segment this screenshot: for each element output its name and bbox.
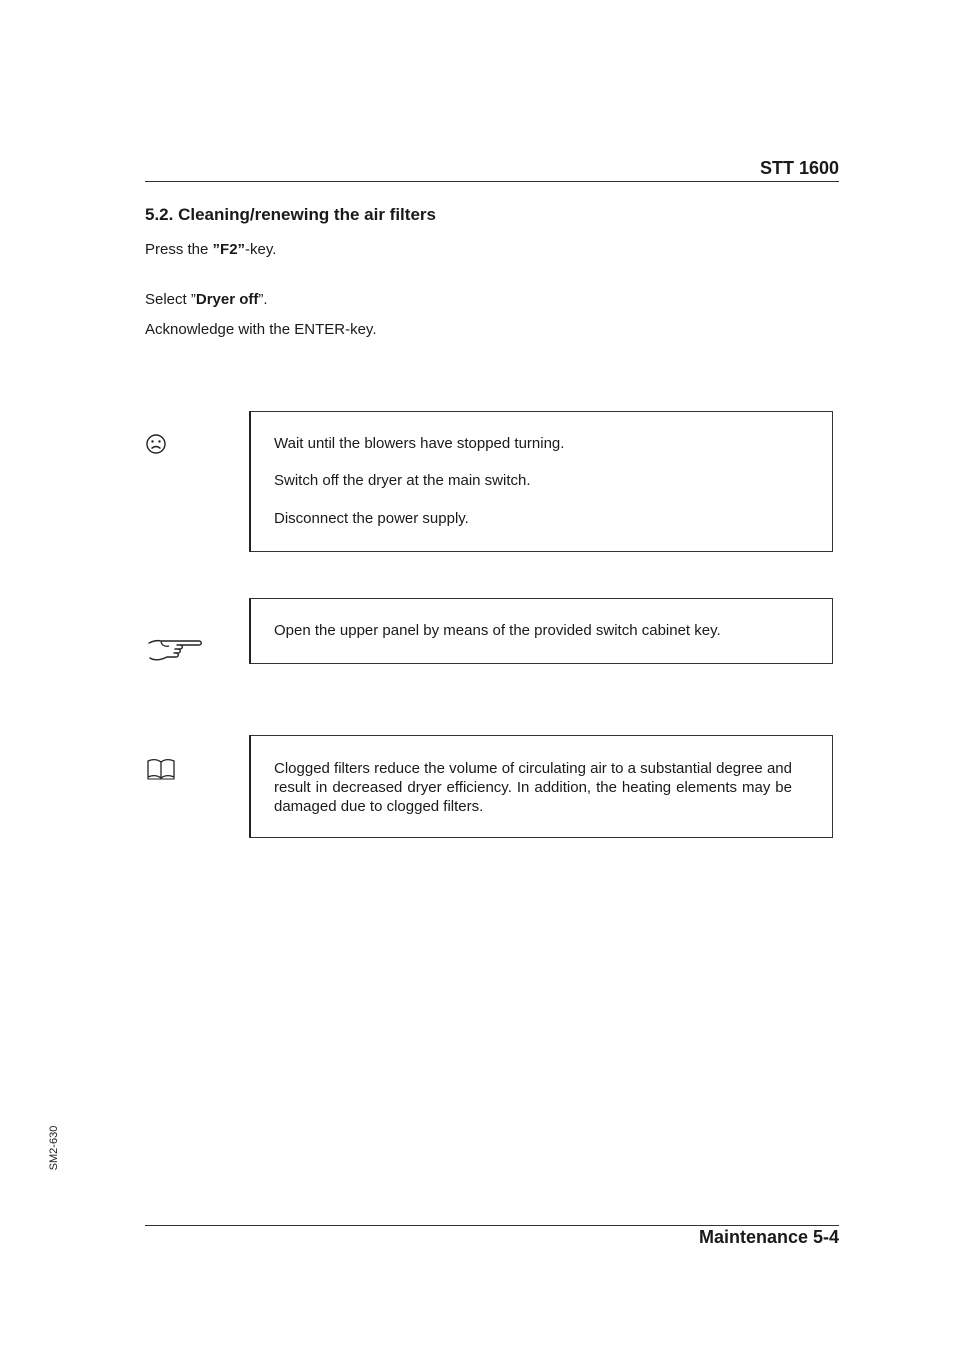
warning-line: Wait until the blowers have stopped turning. <box>274 435 565 452</box>
header-title: STT 1600 <box>759 158 839 178</box>
acknowledge-instruction: Acknowledge with the ENTER-key. <box>145 321 377 338</box>
press-prefix: Press the <box>145 241 213 258</box>
footer-divider <box>145 1225 839 1226</box>
pointing-hand-icon <box>147 636 203 666</box>
frown-face-icon <box>145 433 167 455</box>
select-suffix: ”. <box>258 291 268 308</box>
select-item: Dryer off <box>195 291 259 308</box>
press-suffix: -key. <box>245 241 277 258</box>
header-divider <box>145 181 839 182</box>
warning-box <box>249 411 833 552</box>
info-text: Clogged filters reduce the volume of circulating air to a substantial degree and result in decreased dryer efficiency. In addition, the heating elements may be damaged due to clogged filters. <box>274 760 792 815</box>
select-instruction <box>145 291 268 308</box>
warning-line: Disconnect the power supply. <box>274 510 469 527</box>
section-title: 5.2. Cleaning/renewing the air filters <box>145 205 436 224</box>
hint-text: Open the upper panel by means of the provided switch cabinet key. <box>274 622 721 639</box>
press-key-instruction <box>145 241 276 258</box>
document-code: SM2-630 <box>48 1125 60 1171</box>
footer-title: Maintenance 5-4 <box>698 1227 839 1247</box>
select-prefix: Select ” <box>145 291 196 308</box>
warning-line: Switch off the dryer at the main switch. <box>274 472 531 489</box>
press-key: ”F2” <box>212 241 246 258</box>
info-box <box>249 735 833 838</box>
hint-box <box>249 598 833 664</box>
open-book-icon <box>146 758 176 780</box>
